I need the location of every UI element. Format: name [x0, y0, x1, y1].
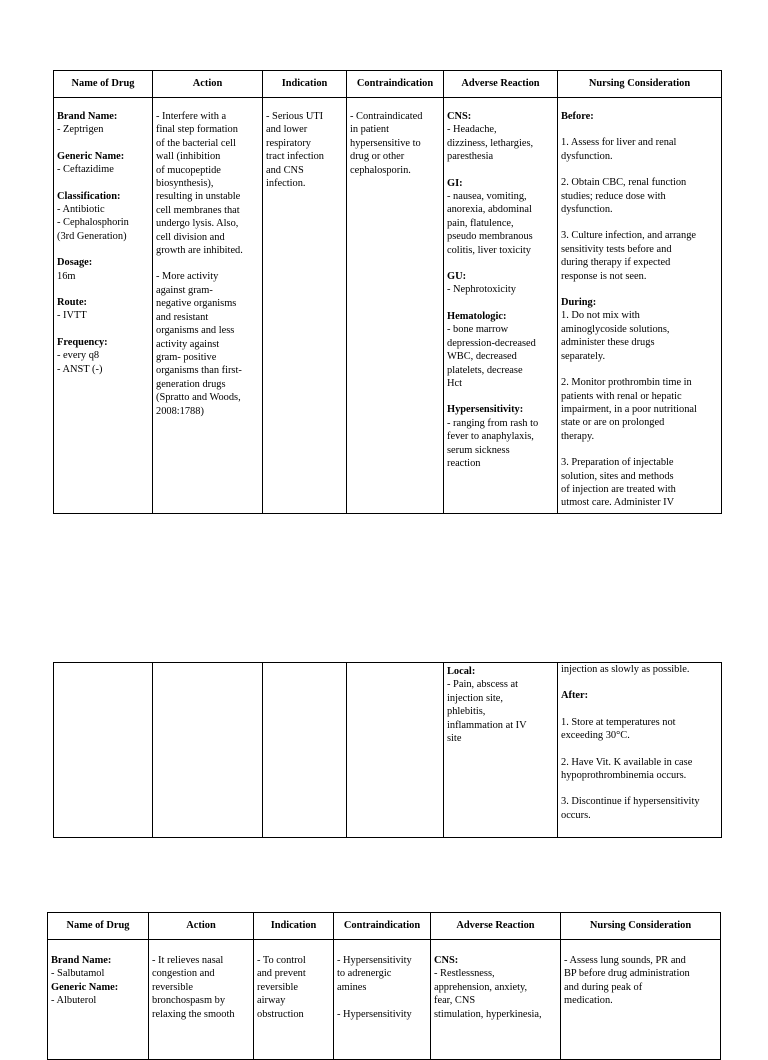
adverse-cns-label: CNS: [447, 111, 472, 122]
header-adverse-reaction: Adverse Reaction [431, 913, 561, 940]
header-action: Action [149, 913, 254, 940]
dosage-label: Dosage: [57, 257, 93, 269]
header-adverse-reaction: Adverse Reaction [444, 71, 558, 98]
generic-name-label: Generic Name: [51, 981, 119, 993]
adverse-reaction-cell [444, 98, 558, 514]
dosage-value: 16m [57, 270, 76, 282]
brand-name-value: - Salbutamol [51, 968, 105, 980]
drug-table-continuation [53, 662, 722, 838]
brand-name-label: Brand Name: [57, 111, 118, 122]
adverse-local-label: Local: [447, 666, 476, 677]
nursing-before-1: 1. Assess for liver and renal dysfunction. [561, 137, 677, 162]
adverse-hypersensitivity-label: Hypersensitivity: [447, 404, 524, 416]
nursing-during-label: During: [561, 297, 597, 309]
nursing-after-label: After: [561, 690, 589, 702]
action-cell [149, 940, 254, 1060]
header-indication: Indication [263, 71, 347, 98]
frequency-value: - every q8 - ANST (-) [57, 350, 103, 375]
adverse-cns-label: CNS: [434, 955, 459, 966]
nursing-after-2: 2. Have Vit. K available in case hypoprothrombinemia occurs. [561, 756, 693, 782]
adverse-gu-text: - Nephrotoxicity [447, 284, 516, 296]
header-row [48, 913, 721, 940]
action-text-1: - Interfere with a final step formation of the bacterial cell wall (inhibition of mucopeptide biosynthesis), resulting in unstable cell membranes that undergo lysis. Also, cell division and growth are inhibited. [156, 111, 243, 257]
contraindication-text: - Contraindicated in patient hypersensitive to drug or other cephalosporin. [350, 111, 423, 176]
drug-info-cell [48, 940, 149, 1060]
header-nursing-consideration: Nursing Consideration [558, 71, 722, 98]
adverse-local-text: - Pain, abscess at injection site, phlebitis, inflammation at IV site [447, 679, 527, 745]
nursing-text: - Assess lung sounds, PR and BP before drug administration and during peak of medication. [564, 955, 690, 1007]
indication-cell [254, 940, 334, 1060]
classification-label: Classification: [57, 190, 121, 202]
continuation-row [54, 663, 722, 838]
header-indication: Indication [254, 913, 334, 940]
nursing-during-1: 1. Do not mix with aminoglycoside solutions, administer these drugs separately. [561, 310, 670, 362]
nursing-consideration-cell [558, 663, 722, 838]
nursing-consideration-cell [558, 98, 722, 514]
generic-name-value: - Albuterol [51, 995, 97, 1007]
nursing-during-3: 3. Preparation of injectable solution, sites and methods of injection are treated with utmost care. Administer IV [561, 457, 676, 509]
adverse-cns-text: - Headache, dizziness, lethargies, paresthesia [447, 124, 534, 163]
contraindication-text: - Hypersensitivity to adrenergic amines - Hypersensitivity [337, 955, 412, 1020]
empty-cell [263, 663, 347, 838]
header-row [54, 71, 722, 98]
drug-row [54, 98, 722, 514]
brand-name-value: - Zeptrigen [57, 124, 104, 136]
nursing-after-1: 1. Store at temperatures not exceeding 30°C. [561, 716, 676, 742]
nursing-before-label: Before: [561, 111, 594, 122]
header-name-of-drug: Name of Drug [54, 71, 153, 98]
generic-name-value: - Ceftazidime [57, 164, 114, 176]
header-name-of-drug: Name of Drug [48, 913, 149, 940]
contraindication-cell [334, 940, 431, 1060]
frequency-label: Frequency: [57, 336, 108, 348]
indication-text: - Serious UTI and lower respiratory tract infection and CNS infection. [266, 111, 324, 190]
header-action: Action [153, 71, 263, 98]
drug-row [48, 940, 721, 1060]
nursing-before-3: 3. Culture infection, and arrange sensitivity tests before and during therapy if expected response is not seen. [561, 230, 697, 282]
adverse-hematologic-label: Hematologic: [447, 310, 507, 322]
indication-cell [263, 98, 347, 514]
drug-info-cell [54, 98, 153, 514]
empty-cell [153, 663, 263, 838]
classification-value: - Antibiotic - Cephalosphorin (3rd Generation) [57, 204, 129, 242]
route-label: Route: [57, 297, 88, 309]
adverse-reaction-cell [431, 940, 561, 1060]
drug-table-2 [47, 912, 721, 1060]
header-contraindication: Contraindication [347, 71, 444, 98]
nursing-continued-text: injection as slowly as possible. [561, 664, 690, 675]
adverse-gi-label: GI: [447, 177, 463, 189]
contraindication-cell [347, 98, 444, 514]
header-contraindication: Contraindication [334, 913, 431, 940]
drug-table-1 [53, 70, 722, 514]
adverse-reaction-cell [444, 663, 558, 838]
adverse-hematologic-text: - bone marrow depression-decreased WBC, decreased platelets, decrease Hct [447, 324, 536, 389]
nursing-consideration-cell [561, 940, 721, 1060]
action-text-2: - More activity against gram- negative organisms and resistant organisms and less activity against gram- positive organisms than first- generation drugs (Spratto and Woods, 2008:1788) [156, 271, 242, 417]
generic-name-label: Generic Name: [57, 150, 125, 162]
adverse-cns-text: - Restlessness, apprehension, anxiety, fear, CNS stimulation, hyperkinesia, [434, 968, 542, 1020]
empty-cell [54, 663, 153, 838]
route-value: - IVTT [57, 310, 87, 322]
nursing-during-2: 2. Monitor prothrombin time in patients with renal or hepatic impairment, in a poor nutritional state or are on prolonged therapy. [561, 377, 697, 442]
nursing-after-3: 3. Discontinue if hypersensitivity occurs. [561, 796, 700, 821]
action-cell [153, 98, 263, 514]
indication-text: - To control and prevent reversible airway obstruction [257, 955, 306, 1020]
nursing-before-2: 2. Obtain CBC, renal function studies; reduce dose with dysfunction. [561, 177, 687, 216]
brand-name-label: Brand Name: [51, 955, 112, 966]
action-text: - It relieves nasal congestion and reversible bronchospasm by relaxing the smooth [152, 955, 235, 1020]
adverse-gu-label: GU: [447, 271, 467, 283]
adverse-hypersensitivity-text: - ranging from rash to fever to anaphylaxis, serum sickness reaction [447, 417, 539, 469]
empty-cell [347, 663, 444, 838]
adverse-gi-text: - nausea, vomiting, anorexia, abdominal pain, flatulence, pseudo membranous colitis, liver toxicity [447, 191, 533, 256]
header-nursing-consideration: Nursing Consideration [561, 913, 721, 940]
